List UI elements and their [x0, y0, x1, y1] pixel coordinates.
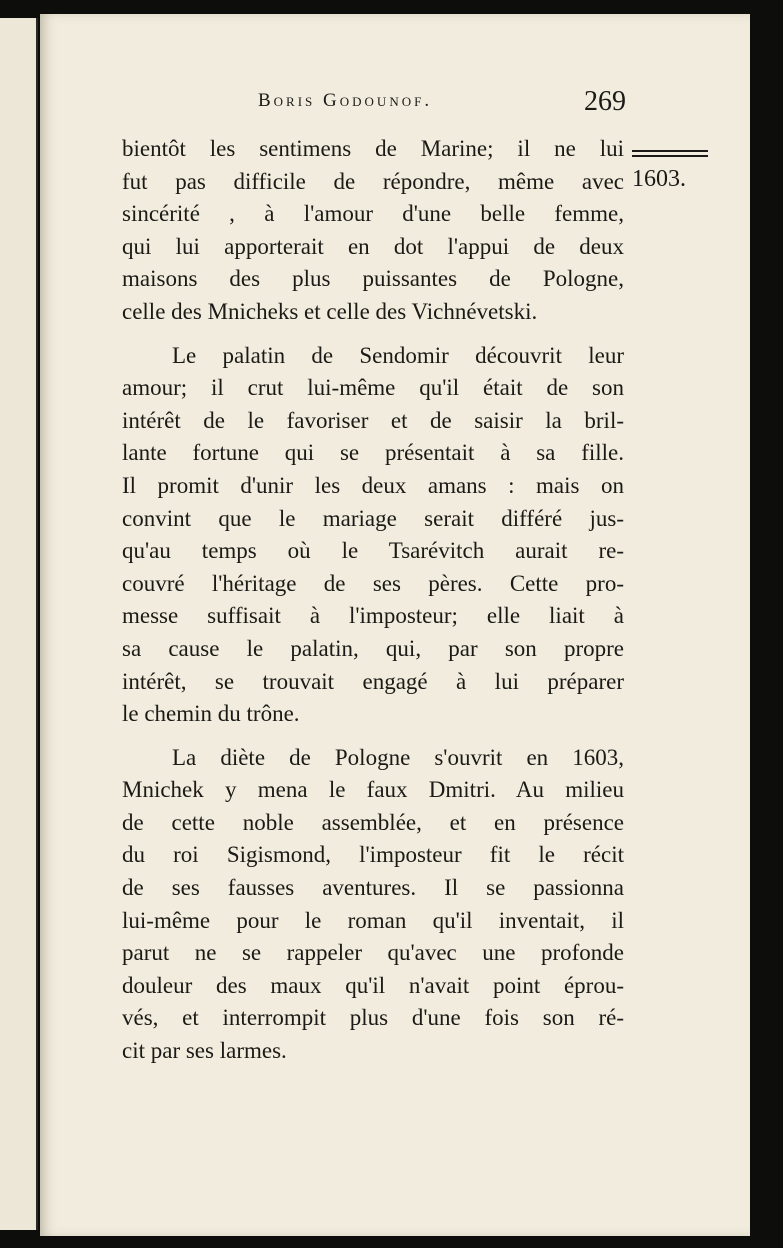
- text-line: Le palatin de Sendomir découvrit leur: [172, 342, 624, 368]
- margin-year-note: 1603.: [632, 166, 686, 192]
- paragraph-1: [122, 133, 624, 329]
- body-text: [122, 133, 624, 1079]
- text-line: convint que le mariage serait différé jus-: [122, 505, 624, 531]
- page-number: 269: [584, 86, 626, 117]
- text-line: intérêt, se trouvait engagé à lui préparer: [122, 668, 624, 694]
- text-line: intérêt de le favoriser et de saisir la bril-: [122, 407, 624, 433]
- text-line: de ses fausses aventures. Il se passionna: [122, 875, 624, 901]
- text-line: messe suffisait à l'imposteur; elle liait à: [122, 603, 624, 629]
- text-line: parut ne se rappeler qu'avec une profonde: [122, 940, 624, 966]
- facing-page-edge: [0, 18, 38, 1230]
- text-line: Mnichek y mena le faux Dmitri. Au milieu: [122, 777, 624, 803]
- text-line: du roi Sigismond, l'imposteur fit le récit: [122, 842, 624, 868]
- running-title: Boris Godounof.: [258, 90, 433, 111]
- paragraph-3: [122, 742, 624, 1068]
- page-header: [258, 86, 626, 120]
- text-line: lante fortune qui se présentait à sa fille.: [122, 440, 624, 466]
- text-line: douleur des maux qu'il n'avait point éprou-: [122, 972, 624, 998]
- text-line: amour; il crut lui-même qu'il était de son: [122, 375, 624, 401]
- text-line: maisons des plus puissantes de Pologne,: [122, 266, 624, 292]
- text-line: sa cause le palatin, qui, par son propre: [122, 635, 624, 661]
- text-line: vés, et interrompit plus d'une fois son ré-: [122, 1005, 624, 1031]
- text-line: celle des Mnicheks et celle des Vichnévetski.: [122, 298, 538, 324]
- text-line: lui-même pour le roman qu'il inventait, il: [122, 907, 624, 933]
- text-line: La diète de Pologne s'ouvrit en 1603,: [172, 744, 624, 770]
- text-line: bientôt les sentimens de Marine; il ne lui: [122, 136, 624, 161]
- paragraph-2: [122, 340, 624, 731]
- text-line: qu'au temps où le Tsarévitch aurait re-: [122, 538, 624, 564]
- text-line: qui lui apporterait en dot l'appui de deux: [122, 233, 624, 259]
- text-line: fut pas difficile de répondre, même avec: [122, 168, 624, 194]
- text-line: de cette noble assemblée, et en présence: [122, 809, 624, 835]
- text-line: le chemin du trône.: [122, 701, 300, 727]
- margin-double-rule: [632, 150, 708, 157]
- text-line: sincérité , à l'amour d'une belle femme,: [122, 201, 624, 227]
- text-line: couvré l'héritage de ses pères. Cette pro-: [122, 570, 624, 596]
- text-line: Il promit d'unir les deux amans : mais on: [122, 472, 624, 498]
- text-line: cit par ses larmes.: [122, 1038, 287, 1064]
